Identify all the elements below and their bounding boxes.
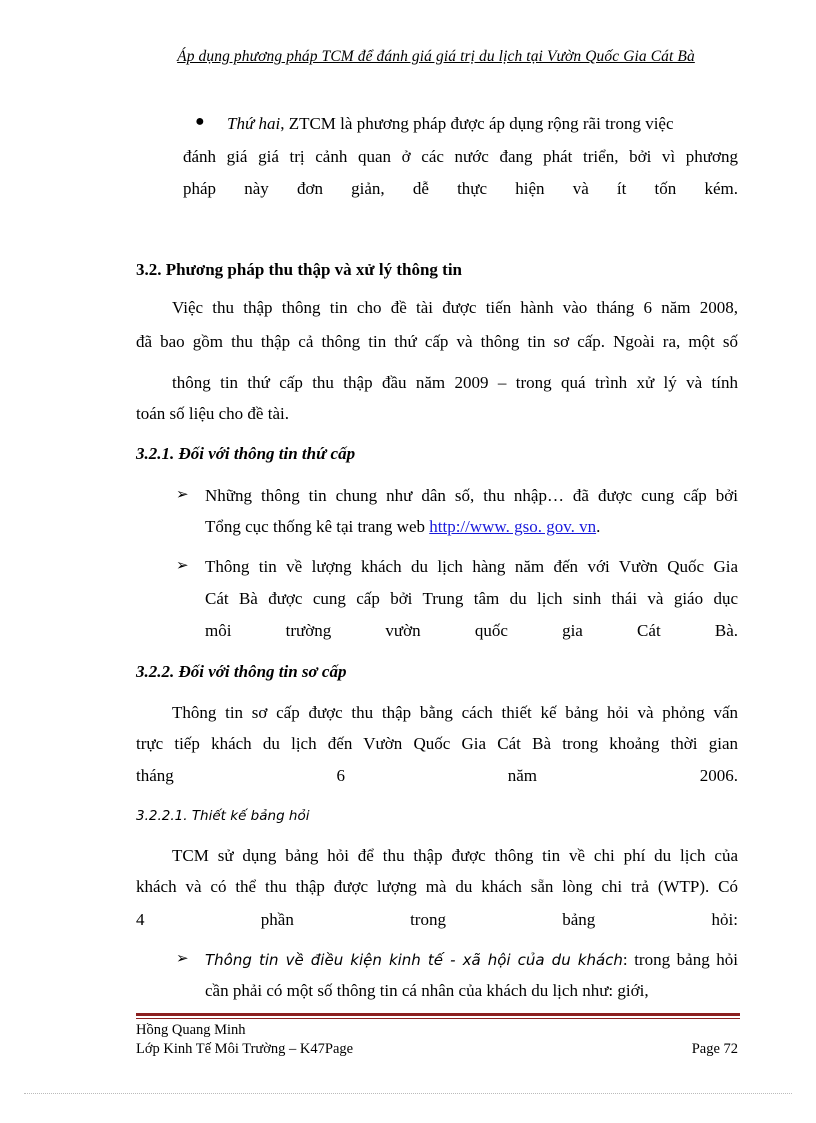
- sec321-b1-l2: Tổng cục thống kê tại trang web http://www. gso. gov. vn.: [205, 517, 601, 536]
- sec3221-p1-l2: khách và có thể thu thập được lượng mà du khách sẵn lòng chi trả (WTP). Có: [136, 877, 738, 896]
- sec322-p1-l1: Thông tin sơ cấp được thu thập bằng cách thiết kế bảng hỏi và phỏng vấn: [172, 703, 738, 722]
- arrow-bullet-icon: ➢: [176, 558, 189, 574]
- section-3-2-p1-l2: đã bao gồm thu thập cả thông tin thứ cấp và thông tin sơ cấp. Ngoài ra, một số: [136, 332, 738, 351]
- section-3-2-p1-l1: Việc thu thập thông tin cho đề tài được tiến hành vào tháng 6 năm 2008,: [172, 298, 738, 317]
- bullet-dot-icon: ●: [195, 113, 205, 130]
- bullet1-line3: pháp này đơn giản, dễ thực hiện và ít tốn kém.: [183, 179, 738, 198]
- sec3221-b1-l2: cần phải có một số thông tin cá nhân của khách du lịch như: giới,: [205, 981, 649, 1000]
- page-boundary: [24, 1093, 792, 1094]
- arrow-bullet-icon: ➢: [176, 951, 189, 967]
- sec322-p1-l2: trực tiếp khách du lịch đến Vườn Quốc Gia Cát Bà trong khoảng thời gian: [136, 734, 738, 753]
- sec321-b2-l3: môi trường vườn quốc gia Cát Bà.: [205, 621, 738, 640]
- section-3-2-title: 3.2. Phương pháp thu thập và xử lý thông tin: [136, 260, 462, 279]
- sec3221-p1-l3: 4 phần trong bảng hỏi:: [136, 910, 738, 929]
- sec321-b2-l2: Cát Bà được cung cấp bởi Trung tâm du lịch sinh thái và giáo dục: [205, 589, 738, 608]
- page-number: Page 72: [691, 1041, 738, 1057]
- bullet1-line1: Thứ hai, ZTCM là phương pháp được áp dụng rộng rãi trong việc: [227, 114, 674, 133]
- footer-author: Hồng Quang Minh: [136, 1022, 246, 1038]
- gso-link[interactable]: http://www. gso. gov. vn: [429, 517, 597, 536]
- section-3-2-p1-l3: thông tin thứ cấp thu thập đầu năm 2009 – trong quá trình xử lý và tính: [172, 373, 738, 392]
- sec321-b2-l1: Thông tin về lượng khách du lịch hàng năm đến với Vườn Quốc Gia: [205, 557, 738, 576]
- section-3-2-1-title: 3.2.1. Đối với thông tin thứ cấp: [136, 444, 356, 463]
- running-header: Áp dụng phương pháp TCM để đánh giá giá trị du lịch tại Vườn Quốc Gia Cát Bà: [177, 48, 695, 65]
- section-3-2-2-title: 3.2.2. Đối với thông tin sơ cấp: [136, 662, 347, 681]
- bullet1-line2: đánh giá giá trị cảnh quan ở các nước đang phát triển, bởi vì phương: [183, 147, 738, 166]
- sec3221-b1-l1: Thông tin về điều kiện kinh tế - xã hội của du khách: trong bảng hỏi: [205, 950, 738, 969]
- sec321-b1-l1: Những thông tin chung như dân số, thu nhập… đã được cung cấp bởi: [205, 486, 738, 505]
- footer-class: Lớp Kinh Tế Môi Trường – K47Page: [136, 1041, 354, 1057]
- section-3-2-2-1-title: 3.2.2.1. Thiết kế bảng hỏi: [136, 808, 310, 824]
- footer-rule: [136, 1013, 740, 1016]
- arrow-bullet-icon: ➢: [176, 487, 189, 503]
- sec3221-p1-l1: TCM sử dụng bảng hỏi để thu thập được thông tin về chi phí du lịch của: [172, 846, 738, 865]
- sec322-p1-l3: tháng 6 năm 2006.: [136, 766, 738, 785]
- footer-rule-thin: [136, 1018, 740, 1019]
- section-3-2-p1-l4: toán số liệu cho đề tài.: [136, 404, 289, 423]
